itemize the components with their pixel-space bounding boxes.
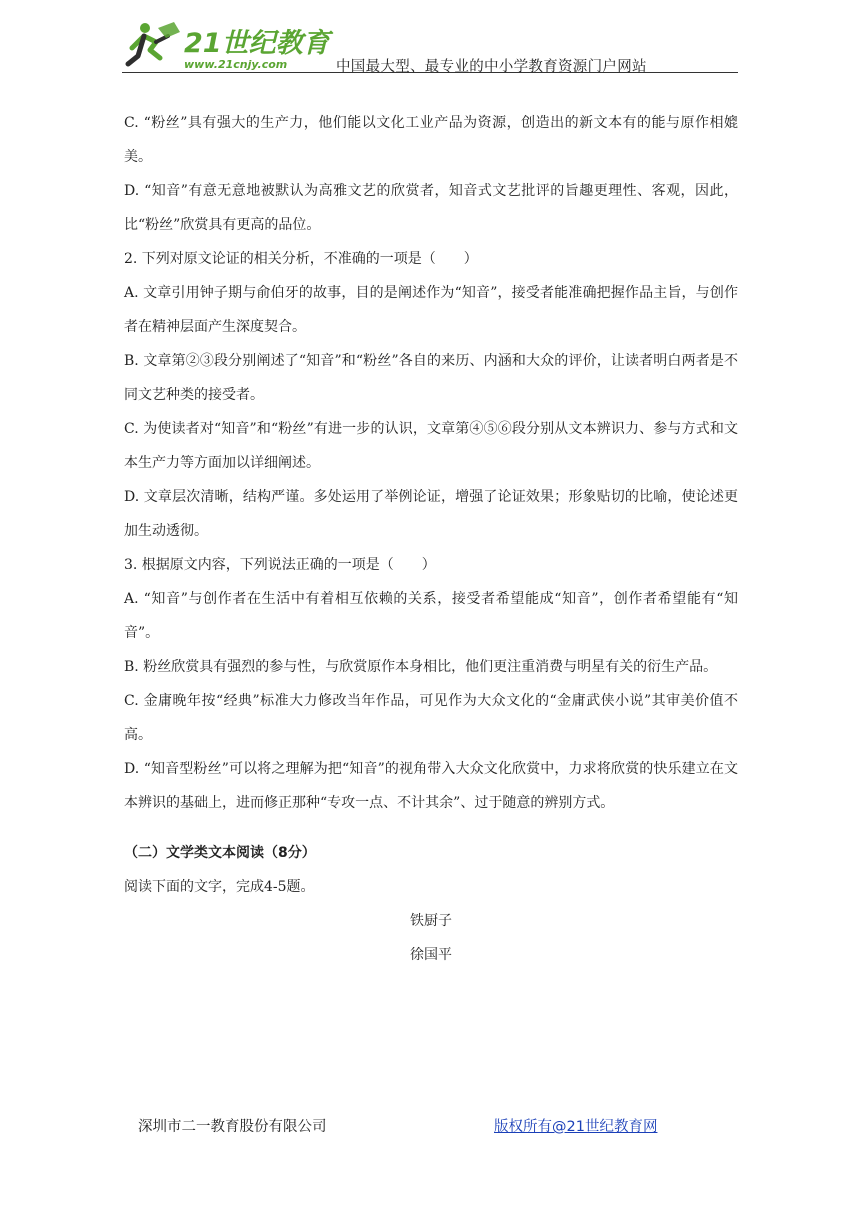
logo-url: www.21cnjy.com (184, 58, 288, 71)
option-d-q2: D. 文章层次清晰，结构严谨。多处运用了举例论证，增强了论证效果；形象贴切的比喻，使论述更加生动透彻。 (124, 489, 738, 539)
option-a-q2: A. 文章引用钟子期与俞伯牙的故事，目的是阐述作为“知音”，接受者能准确把握作品主旨，与创作者在精神层面产生深度契合。 (124, 285, 738, 335)
footer-company: 深圳市二一教育股份有限公司 (138, 1119, 327, 1135)
question-3: 3. 根据原文内容，下列说法正确的一项是（ ） (124, 557, 436, 573)
story-author: 徐国平 (410, 947, 452, 963)
reading-instruction: 阅读下面的文字，完成4-5题。 (124, 879, 315, 895)
logo-21cnjy[interactable] (122, 18, 334, 74)
header-rule (122, 72, 738, 73)
section-heading: （二）文学类文本阅读（8分） (124, 845, 316, 861)
logo-text: 21世纪教育 (184, 28, 330, 59)
site-tagline: 中国最大型、最专业的中小学教育资源门户网站 (336, 59, 647, 75)
option-a-q3: A. “知音”与创作者在生活中有着相互依赖的关系，接受者希望能成“知音”，创作者希望能有“知音”。 (124, 591, 738, 641)
question-2: 2. 下列对原文论证的相关分析，不准确的一项是（ ） (124, 251, 478, 267)
runner-icon (128, 22, 180, 64)
option-b-q3: B. 粉丝欣赏具有强烈的参与性，与欣赏原作本身相比，他们更注重消费与明星有关的衍生产品。 (124, 659, 718, 675)
page-header (122, 18, 738, 76)
option-c-q1: C. “粉丝”具有强大的生产力，他们能以文化工业产品为资源，创造出的新文本有的能与原作相媲美。 (124, 115, 738, 165)
option-c-q3: C. 金庸晚年按“经典”标准大力修改当年作品，可见作为大众文化的“金庸武侠小说”其审美价值不高。 (124, 693, 738, 743)
story-title: 铁厨子 (410, 913, 452, 929)
option-d-q3: D. “知音型粉丝”可以将之理解为把“知音”的视角带入大众文化欣赏中，力求将欣赏的快乐建立在文本辨识的基础上，进而修正那种“专攻一点、不计其余”、过于随意的辨别方式。 (124, 761, 738, 811)
option-b-q2: B. 文章第②③段分别阐述了“知音”和“粉丝”各自的来历、内涵和大众的评价，让读者明白两者是不同文艺种类的接受者。 (124, 353, 738, 403)
option-c-q2: C. 为使读者对“知音”和“粉丝”有进一步的认识，文章第④⑤⑥段分别从文本辨识力、参与方式和文本生产力等方面加以详细阐述。 (124, 421, 738, 471)
document-body (124, 106, 738, 972)
option-d-q1: D. “知音”有意无意地被默认为高雅文艺的欣赏者，知音式文艺批评的旨趣更理性、客观，因此，比“粉丝”欣赏具有更高的品位。 (124, 183, 738, 233)
footer-copyright-link[interactable]: 版权所有@21世纪教育网 (494, 1119, 658, 1135)
